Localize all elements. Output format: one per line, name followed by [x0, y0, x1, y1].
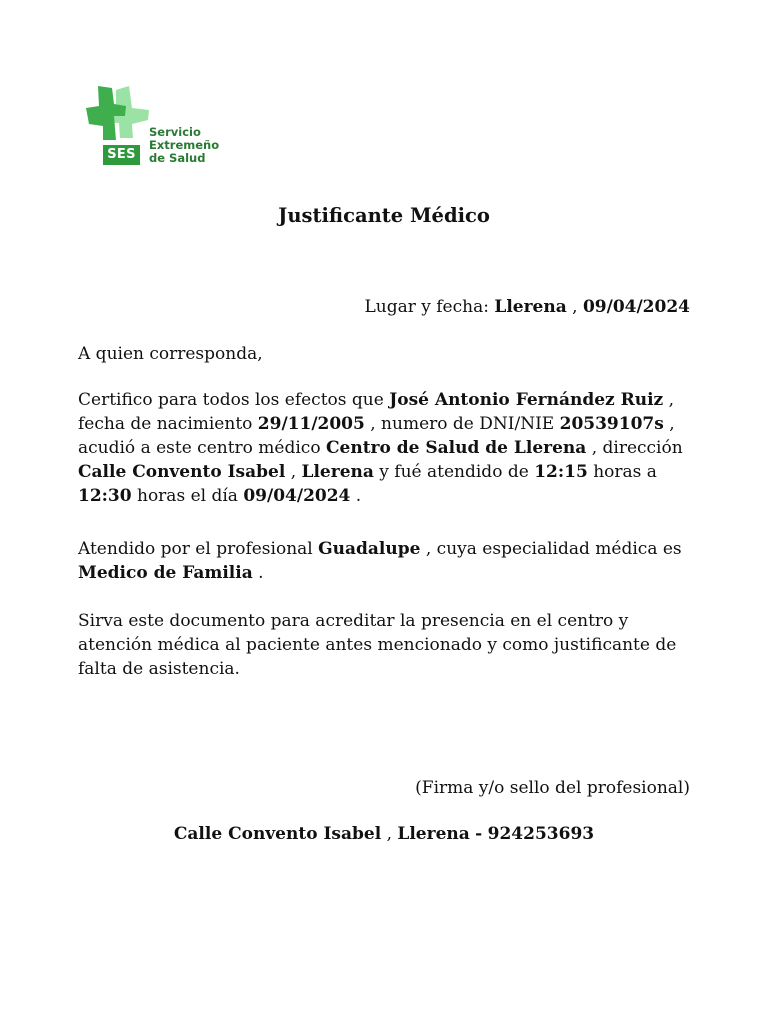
center-city: Llerena	[301, 462, 374, 482]
document-title: Justificante Médico	[278, 204, 490, 227]
place-date-separator: ,	[572, 297, 578, 317]
id-number: 20539107s	[559, 414, 664, 434]
logo-abbr: SES	[107, 147, 136, 162]
cert-intro: Certifico para todos los efectos que	[78, 390, 384, 410]
patient-name: José Antonio Fernández Ruiz	[389, 390, 664, 410]
address-label: , dirección	[591, 438, 683, 458]
footer-city: Llerena	[397, 824, 470, 844]
time-to: 12:30	[78, 486, 132, 506]
place-date-value: 09/04/2024	[582, 297, 690, 317]
attended-by-end: .	[258, 563, 264, 583]
cert-end: .	[355, 486, 362, 506]
center-name: Centro de Salud de Llerena	[325, 438, 587, 458]
id-label: , numero de DNI/NIE	[370, 414, 555, 434]
logo-line-2: Extremeño	[149, 138, 220, 152]
logo-name	[149, 126, 219, 165]
hours-to-label: horas a	[593, 462, 657, 482]
address-comma: ,	[290, 462, 297, 482]
footer-phone: 924253693	[487, 824, 595, 844]
signature-line: (Firma y/o sello del profesional)	[415, 778, 690, 798]
center-label: , acudió a este centro médico	[78, 414, 675, 458]
specialty-label: , cuya especialidad médica es	[425, 539, 682, 559]
birth-date: 29/11/2005	[257, 414, 365, 434]
attendance-date: 09/04/2024	[243, 486, 351, 506]
attended-by-intro: Atendido por el profesional	[78, 539, 313, 559]
place-date-label: Lugar y fecha:	[364, 297, 489, 317]
footer-comma: ,	[386, 824, 392, 844]
attended-label: y fué atendido de	[379, 462, 529, 482]
footer-contact	[0, 822, 768, 846]
time-from: 12:15	[534, 462, 588, 482]
purpose-paragraph: Sirva este documento para acreditar la presencia en el centro y atención médica al paciente antes mencionado y como justificante de falta de asistencia.	[78, 611, 677, 679]
logo-line-1: Servicio	[149, 125, 201, 139]
ses-logo	[86, 86, 236, 168]
place-and-date	[364, 295, 690, 319]
center-address: Calle Convento Isabel	[78, 462, 286, 482]
specialty: Medico de Familia	[78, 563, 253, 583]
logo-line-3: de Salud	[149, 151, 206, 165]
certification-paragraph	[78, 388, 692, 508]
attended-by-paragraph	[78, 537, 692, 585]
footer-dash: -	[475, 824, 483, 844]
place-city: Llerena	[494, 297, 567, 317]
footer-address: Calle Convento Isabel	[173, 824, 382, 844]
greeting: A quien corresponda,	[78, 344, 263, 364]
birth-label: , fecha de nacimiento	[78, 390, 675, 434]
day-label: horas el día	[137, 486, 238, 506]
professional-name: Guadalupe	[318, 539, 421, 559]
